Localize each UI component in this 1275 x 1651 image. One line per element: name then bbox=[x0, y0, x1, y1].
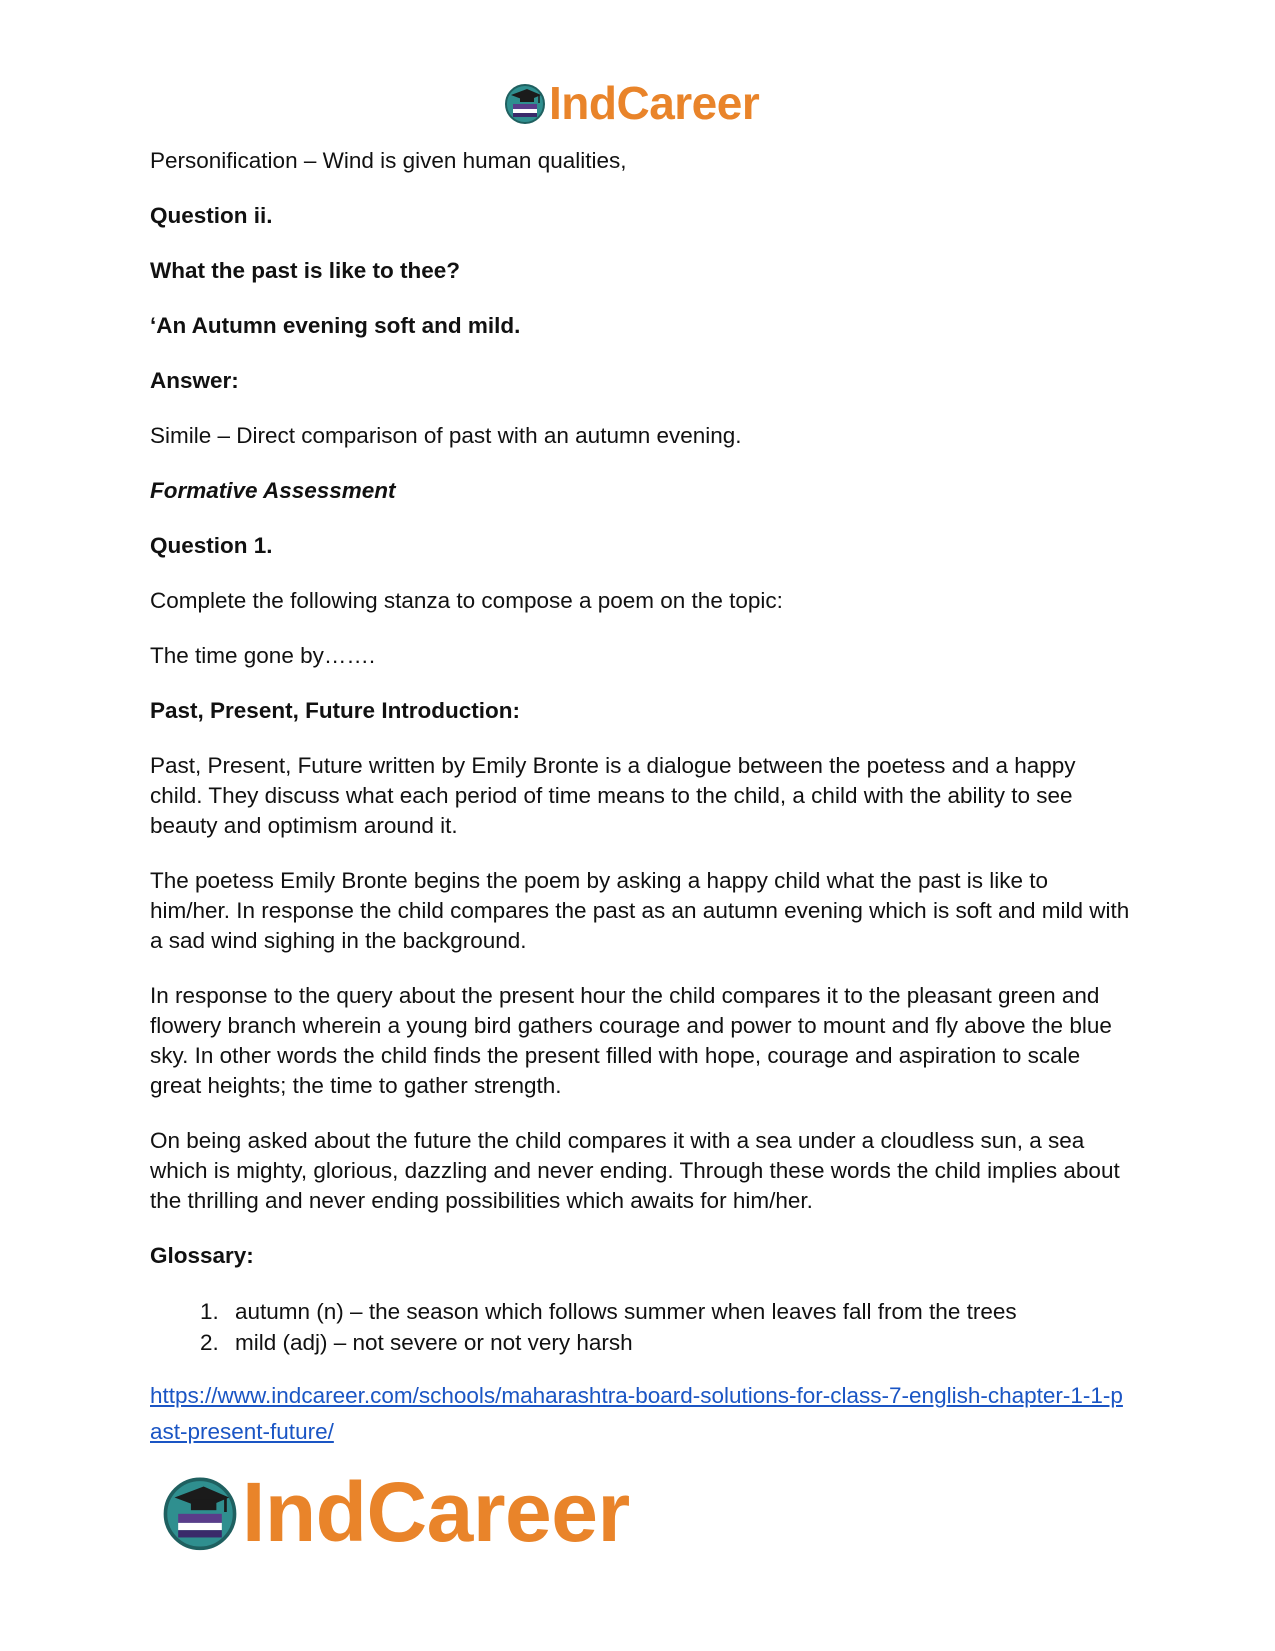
graduation-cap-book-icon bbox=[503, 82, 547, 124]
document-body bbox=[150, 146, 1130, 1450]
paragraph: The poetess Emily Bronte begins the poem by asking a happy child what the past is like to him/her. In response the child compares the past as an autumn evening which is soft and mild with a sad wind sighing in the background. bbox=[150, 868, 1130, 953]
logo-text: IndCareer bbox=[242, 1465, 630, 1559]
question-text: What the past is like to thee? bbox=[150, 258, 461, 283]
paragraph: On being asked about the future the child compares it with a sea under a cloudless sun, a sea which is mighty, glorious, dazzling and never ending. Through these words the child implies about the thrilling and never ending possibilities which awaits for him/her. bbox=[150, 1128, 1120, 1213]
paragraph: Past, Present, Future written by Emily Bronte is a dialogue between the poetess and a happy child. They discuss what each period of time means to the child, a child with the ability to see beauty and optimism around it. bbox=[150, 753, 1076, 838]
section-heading-introduction: Past, Present, Future Introduction: bbox=[150, 698, 521, 723]
section-heading-formative: Formative Assessment bbox=[150, 478, 396, 503]
answer-label: Answer: bbox=[150, 368, 239, 393]
glossary-item: 1. autumn (n) – the season which follows summer when leaves fall from the trees bbox=[225, 1296, 1130, 1327]
question-topic: The time gone by……. bbox=[150, 643, 376, 668]
question-label: Question 1. bbox=[150, 533, 273, 558]
section-heading-glossary: Glossary: bbox=[150, 1243, 254, 1268]
glossary-item: 2. mild (adj) – not severe or not very harsh bbox=[225, 1327, 1130, 1358]
glossary-list bbox=[150, 1296, 1130, 1358]
logo-text: IndCareer bbox=[549, 77, 760, 129]
source-link[interactable]: https://www.indcareer.com/schools/maharashtra-board-solutions-for-class-7-english-chapter-1-1-past-present-future/ bbox=[150, 1383, 1123, 1444]
graduation-cap-book-icon bbox=[160, 1473, 240, 1551]
footer-logo bbox=[160, 1465, 630, 1559]
paragraph: Personification – Wind is given human qualities, bbox=[150, 148, 627, 173]
question-label: Question ii. bbox=[150, 203, 273, 228]
header-logo bbox=[503, 77, 760, 129]
question-text: Complete the following stanza to compose a poem on the topic: bbox=[150, 588, 783, 613]
answer-text: Simile – Direct comparison of past with an autumn evening. bbox=[150, 423, 742, 448]
paragraph: In response to the query about the present hour the child compares it to the pleasant green and flowery branch wherein a young bird gathers courage and power to mount and fly above the blue sky. In other words the child finds the present filled with hope, courage and aspiration to scale great heights; the time to gather strength. bbox=[150, 983, 1112, 1098]
question-quote: ‘An Autumn evening soft and mild. bbox=[150, 313, 521, 338]
